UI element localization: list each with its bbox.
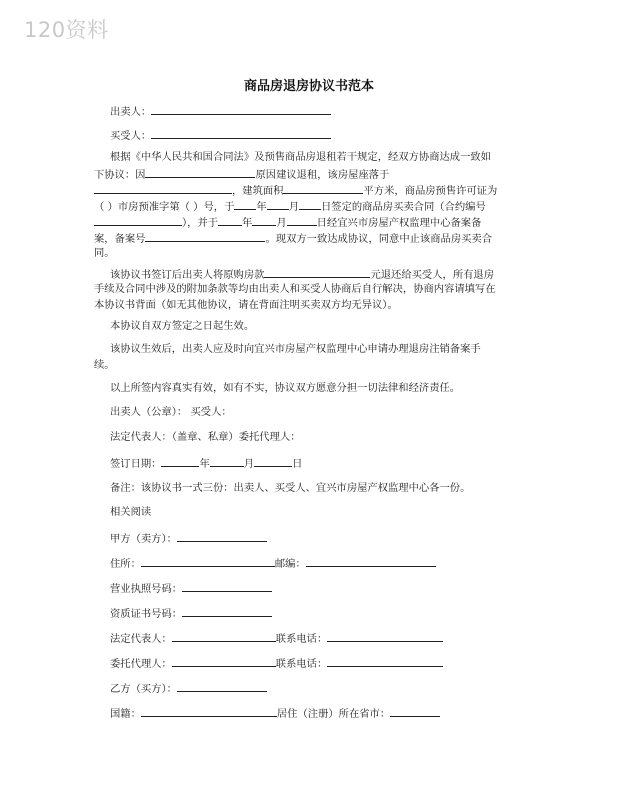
para1-line3: [94, 182, 534, 199]
qualification-label: 资质证书号码：: [110, 608, 183, 620]
text: 日经宜兴市房屋产权监理中心备案备: [316, 217, 482, 229]
address-label: 住所：: [110, 558, 141, 570]
reason-blank[interactable]: [145, 166, 255, 178]
text: 。现双方一致达成协议，同意中止该商品房买卖合: [265, 233, 493, 245]
text: 年: [256, 201, 267, 213]
text: 案，备案号: [94, 233, 146, 245]
party-a-blank[interactable]: [177, 530, 267, 542]
text: 该协议书签订后出卖人将原购房款: [110, 269, 265, 281]
text: 月: [276, 217, 287, 229]
address-line: [110, 555, 550, 572]
nationality-label: 国籍：: [110, 708, 141, 720]
license-blank[interactable]: [182, 580, 272, 592]
legal-rep-blank[interactable]: [172, 630, 276, 642]
para1-line1: 根据《中华人民共和国合同法》及预售商品房退租若干规定，经双方协商达成一致如: [110, 151, 491, 163]
text: ，建筑面积: [232, 185, 284, 197]
seller-blank[interactable]: [151, 103, 331, 115]
area-blank[interactable]: [283, 182, 363, 194]
document-title: 商品房退房协议书范本: [243, 79, 374, 94]
location-blank[interactable]: [94, 182, 232, 194]
buyer-line: [110, 127, 550, 144]
qualification-blank[interactable]: [182, 605, 272, 617]
sign-month-blank[interactable]: [210, 455, 244, 467]
para5: 以上所签内容真实有效，如有不实，协议双方愿意分担一切法律和经济责任。: [110, 382, 461, 394]
phone1-label: 联系电话：: [275, 633, 328, 645]
para4-line1: 该协议生效后，出卖人应及时向宜兴市房屋产权监理中心申请办理退房注销备案手: [110, 343, 481, 355]
contract-no-blank[interactable]: [94, 214, 182, 226]
address-blank[interactable]: [141, 555, 275, 567]
text: 月: [243, 458, 255, 470]
sign-year-blank[interactable]: [161, 455, 199, 467]
residence-blank[interactable]: [390, 705, 440, 717]
party-b-blank[interactable]: [177, 680, 267, 692]
residence-label: 居住（注册）所在省市：: [276, 708, 391, 720]
postcode-label: 邮编：: [274, 558, 306, 570]
party-b-label: 乙方（买方）：: [110, 683, 177, 695]
text: 原因建议退租，该房屋座落于: [255, 169, 390, 181]
contract-day-blank[interactable]: [299, 198, 321, 210]
buyer-label: 买受人：: [110, 130, 152, 142]
sign-parties: 出卖人（公章）： 买受人：: [110, 406, 232, 418]
sign-date-label: 签订日期：: [110, 458, 162, 470]
nationality-line: [110, 705, 550, 722]
text: 日签定的商品房买卖合同（合约编号: [321, 201, 486, 213]
postcode-blank[interactable]: [306, 555, 436, 567]
para1-line2: [94, 166, 534, 183]
text: 下协议：因: [94, 169, 146, 181]
agent-label: 委托代理人：: [110, 658, 172, 670]
para2-line3: 本协议书背面（如无其他协议，请在背面注明买卖双方均无异议）。: [94, 299, 398, 311]
contract-year-blank[interactable]: [234, 198, 256, 210]
para1-line4: [94, 198, 534, 215]
text: 月: [288, 201, 299, 213]
seller-line: [110, 103, 550, 120]
phone2-blank[interactable]: [327, 655, 443, 667]
filing-day-blank[interactable]: [287, 214, 317, 226]
para1-line7: 同。: [94, 247, 115, 259]
sign-day-blank[interactable]: [254, 455, 292, 467]
party-a-label: 甲方（卖方）：: [110, 533, 177, 545]
text: 年: [199, 458, 210, 470]
para1-line5: [94, 214, 534, 231]
agent-line: [110, 655, 550, 672]
text: 日: [292, 458, 303, 470]
text: （ ）市房预准字第（ ）号，于: [94, 201, 235, 213]
text: 元退还给买受人，所有退房: [370, 269, 495, 281]
para3: 本协议自双方签定之日起生效。: [110, 320, 255, 332]
para4-line2: 续。: [94, 359, 115, 371]
text: ），并于: [182, 217, 219, 229]
contract-month-blank[interactable]: [267, 198, 289, 210]
para1-line6: [94, 230, 534, 247]
filing-month-blank[interactable]: [252, 214, 276, 226]
refund-amount-blank[interactable]: [264, 266, 370, 278]
watermark: 120资料: [24, 18, 109, 42]
buyer-blank[interactable]: [151, 127, 331, 139]
seller-label: 出卖人：: [110, 106, 152, 118]
party-a-line: [110, 530, 550, 547]
legal-representative: 法定代表人：（盖章、私章）委托代理人：: [110, 431, 301, 443]
phone2-label: 联系电话：: [275, 658, 328, 670]
party-b-line: [110, 680, 550, 697]
related-reading: 相关阅读: [110, 506, 152, 518]
remarks: 备注：该协议书一式三份：出卖人、买受人、宜兴市房屋产权监理中心各一份。: [110, 482, 471, 494]
filing-no-blank[interactable]: [145, 230, 265, 242]
para2-line2: 手续及合同中涉及的附加条款等均由出卖人和买受人协商后自行解决，协商内容请填写在: [94, 283, 496, 295]
legal-rep-label: 法定代表人：: [110, 633, 172, 645]
text: 年: [242, 217, 253, 229]
agent-blank[interactable]: [172, 655, 276, 667]
legal-rep-line: [110, 630, 550, 647]
phone1-blank[interactable]: [327, 630, 443, 642]
qualification-line: [110, 605, 550, 622]
sign-date: [110, 455, 550, 472]
license-line: [110, 580, 550, 597]
nationality-blank[interactable]: [141, 705, 277, 717]
para2-line1: [110, 266, 550, 283]
text: 平方米，商品房预售许可证为: [363, 185, 498, 197]
license-label: 营业执照号码：: [110, 583, 183, 595]
filing-year-blank[interactable]: [218, 214, 242, 226]
